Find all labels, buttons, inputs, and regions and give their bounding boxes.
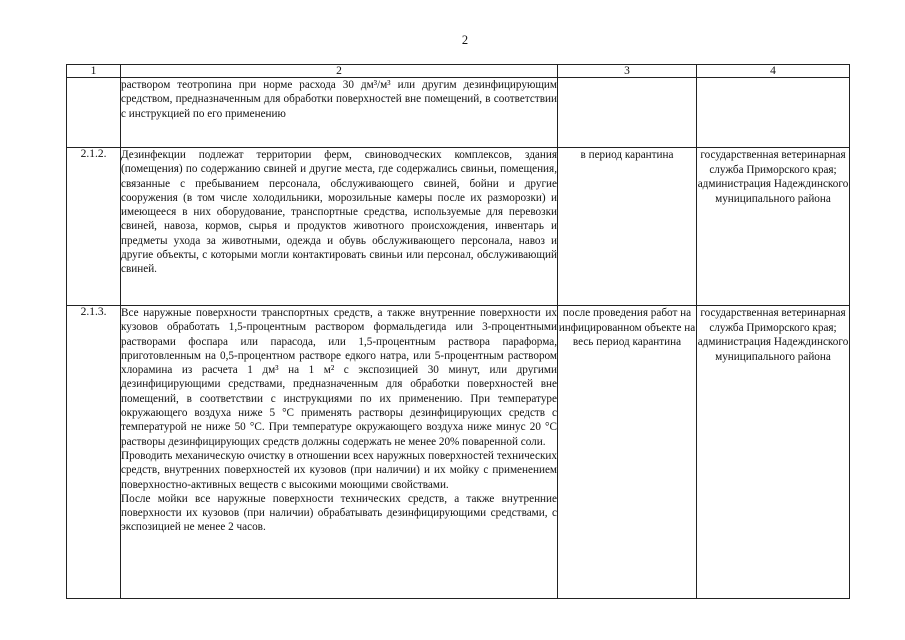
column-header-1: 1 bbox=[67, 65, 121, 78]
page-number: 2 bbox=[461, 33, 469, 47]
measure-paragraph: После мойки все наружные поверхности технических средств, а также внутренние поверхности их кузовов (при наличии) обрабатывать дезинфицирующими средствами, с экспозицией не менее 2 часов. bbox=[121, 492, 557, 534]
measure-description bbox=[121, 78, 558, 148]
measure-description bbox=[121, 148, 558, 306]
measure-period bbox=[558, 78, 697, 148]
table-row bbox=[67, 78, 850, 148]
measure-period: в период карантина bbox=[558, 148, 697, 306]
measure-responsible bbox=[697, 78, 850, 148]
measure-responsible: государственная ветеринарная служба Приморского края; администрация Надеждинского муниципального района bbox=[697, 306, 850, 599]
column-header-3: 3 bbox=[558, 65, 697, 78]
measure-paragraph: Дезинфекции подлежат территории ферм, свиноводческих комплексов, здания (помещения) по содержанию свиней и другие места, где содержались свиньи, помещения, связанные с пребыванием персонала, обслуживающего свиней, бойни и другие сооружения (в том числе холодильники, морозильные камеры после их разморозки) и имеющееся в них оборудование, транспортные средства, используемые для перевозки свиней, навоза, кормов, сырья и продуктов животного происхождения, инвентарь и предметы ухода за животными, одежда и обувь обслуживающего персонала, навоз и другие объекты, с которыми могли контактировать свиньи или персонал, обслуживающий свиней. bbox=[121, 149, 557, 276]
table-header-row bbox=[67, 65, 850, 78]
table-row bbox=[67, 306, 850, 599]
measure-paragraph: раствором теотропина при норме расхода 30 дм³/м³ или другим дезинфицирующим средством, предназначенным для обработки поверхностей вне помещений, в соответствии с инструкцией по его применению bbox=[121, 79, 557, 120]
measure-paragraph: Проводить механическую очистку в отношении всех наружных поверхностей технических средств, внутренних поверхностей их кузовов (при наличии) и их мойку с применением поверхностно-активных веществ с высокими моющими свойствами. bbox=[121, 449, 557, 491]
column-header-2: 2 bbox=[121, 65, 558, 78]
measures-table bbox=[66, 64, 850, 599]
row-number: 2.1.3. bbox=[67, 306, 121, 599]
measure-responsible: государственная ветеринарная служба Приморского края; администрация Надеждинского муниципального района bbox=[697, 148, 850, 306]
measure-period: после проведения работ на инфицированном объекте на весь период карантина bbox=[558, 306, 697, 599]
measure-paragraph: Все наружные поверхности транспортных средств, а также внутренние поверхности их кузовов обработать 1,5-процентным раствором формальдегида или 3-процентными растворами фоспара или парасода, или 1,5-процентным раствора параформа, приготовленным на 0,5-процентном растворе едкого натра, или 5-процентным раствором хлорамина из расчета 1 дм³ на 1 м² с экспозицией 30 минут, или другими дезинфицирующими средствами, предназначенным для обработки поверхностей вне помещений, в соответствии с инструкциями по их применению. При температуре окружающего воздуха ниже 5 °C применять растворы дезинфицирующих средств с температурой не ниже 50 °C. При температуре окружающего воздуха ниже минус 20 °C растворы дезинфицирующих средств должны содержать не менее 20% поваренной соли. bbox=[121, 307, 557, 448]
row-number bbox=[67, 78, 121, 148]
measure-description bbox=[121, 306, 558, 599]
column-header-4: 4 bbox=[697, 65, 850, 78]
row-number: 2.1.2. bbox=[67, 148, 121, 306]
table-row bbox=[67, 148, 850, 306]
